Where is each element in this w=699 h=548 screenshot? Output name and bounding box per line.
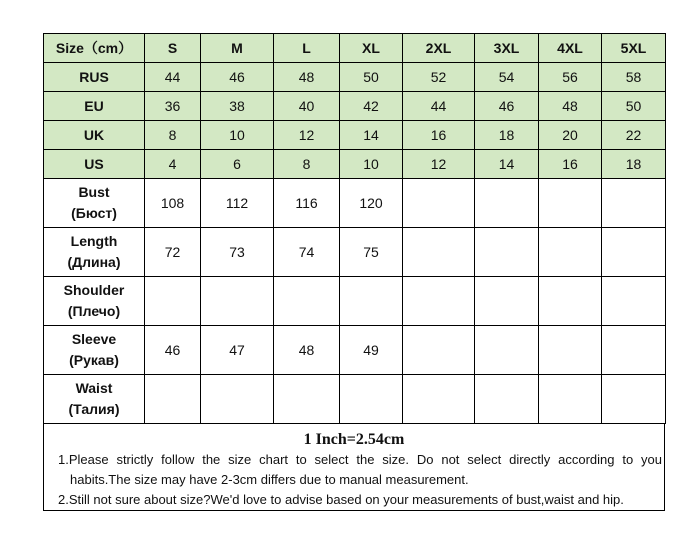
conversion-value-cell: 44 [145, 63, 201, 92]
measurement-value-cell [539, 228, 602, 277]
measurement-label-ru: (Плечо) [67, 303, 121, 319]
measurement-row [44, 228, 666, 277]
conversion-value-cell: 52 [403, 63, 475, 92]
measurement-value-cell: 74 [274, 228, 340, 277]
measurement-value-cell [475, 375, 539, 424]
conversion-value-cell: 4 [145, 150, 201, 179]
header-size-cell: L [274, 34, 340, 63]
conversion-value-cell: 12 [403, 150, 475, 179]
conversion-value-cell: 10 [201, 121, 274, 150]
conversion-row-label: UK [44, 121, 145, 150]
conversion-value-cell: 16 [403, 121, 475, 150]
measurement-value-cell [539, 326, 602, 375]
measurement-value-cell [403, 179, 475, 228]
measurement-value-cell [475, 228, 539, 277]
measurement-value-cell [602, 375, 666, 424]
measurement-row-label [44, 228, 145, 277]
measurement-value-cell: 108 [145, 179, 201, 228]
measurement-value-cell [274, 375, 340, 424]
conversion-value-cell: 46 [201, 63, 274, 92]
measurement-value-cell [403, 326, 475, 375]
measurement-label-ru: (Бюст) [71, 205, 117, 221]
measurement-value-cell: 120 [340, 179, 403, 228]
measurement-value-cell: 48 [274, 326, 340, 375]
measurement-value-cell [340, 375, 403, 424]
header-size-cell: 3XL [475, 34, 539, 63]
measurement-value-cell [145, 375, 201, 424]
measurement-value-cell [602, 326, 666, 375]
measurement-row [44, 326, 666, 375]
measurement-value-cell [403, 375, 475, 424]
measurement-value-cell: 112 [201, 179, 274, 228]
measurement-value-cell: 49 [340, 326, 403, 375]
header-size-cell: M [201, 34, 274, 63]
measurement-value-cell: 73 [201, 228, 274, 277]
measurement-row [44, 375, 666, 424]
conversion-value-cell: 48 [539, 92, 602, 121]
measurement-value-cell [602, 179, 666, 228]
conversion-row-label: RUS [44, 63, 145, 92]
size-notes [43, 424, 665, 511]
measurement-row [44, 179, 666, 228]
conversion-value-cell: 8 [274, 150, 340, 179]
inch-conversion: 1 Inch=2.54cm [303, 431, 405, 448]
measurement-label-ru: (Длина) [67, 254, 121, 270]
measurement-value-cell: 46 [145, 326, 201, 375]
conversion-value-cell: 38 [201, 92, 274, 121]
measurement-value-cell [403, 277, 475, 326]
measurement-value-cell [274, 277, 340, 326]
conversion-value-cell: 54 [475, 63, 539, 92]
measurement-value-cell [475, 179, 539, 228]
measurement-value-cell [602, 228, 666, 277]
conversion-row-label: US [44, 150, 145, 179]
conversion-row [44, 150, 666, 179]
measurement-value-cell [539, 179, 602, 228]
header-size-cell: S [145, 34, 201, 63]
conversion-value-cell: 42 [340, 92, 403, 121]
conversion-value-cell: 44 [403, 92, 475, 121]
measurement-value-cell [602, 277, 666, 326]
measurement-row-label [44, 277, 145, 326]
conversion-value-cell: 14 [475, 150, 539, 179]
measurement-label-en: Bust [78, 184, 110, 200]
measurement-row [44, 277, 666, 326]
measurement-label-ru: (Талия) [68, 401, 120, 417]
header-size-cell: 5XL [602, 34, 666, 63]
conversion-value-cell: 48 [274, 63, 340, 92]
measurement-label-ru: (Рукав) [69, 352, 119, 368]
note-1-line-1: 1.Please strictly follow the size chart to select the size. Do not select directly according to you [58, 452, 662, 467]
measurement-value-cell: 47 [201, 326, 274, 375]
conversion-value-cell: 22 [602, 121, 666, 150]
conversion-value-cell: 20 [539, 121, 602, 150]
conversion-value-cell: 50 [340, 63, 403, 92]
header-size-cell: 4XL [539, 34, 602, 63]
conversion-value-cell: 6 [201, 150, 274, 179]
conversion-value-cell: 50 [602, 92, 666, 121]
conversion-value-cell: 36 [145, 92, 201, 121]
note-2: 2.Still not sure about size?We'd love to advise based on your measurements of bust,waist and hip. [58, 492, 624, 507]
header-size-cell: 2XL [403, 34, 475, 63]
measurement-value-cell: 75 [340, 228, 403, 277]
conversion-value-cell: 12 [274, 121, 340, 150]
conversion-value-cell: 14 [340, 121, 403, 150]
measurement-row-label [44, 375, 145, 424]
conversion-row [44, 63, 666, 92]
conversion-value-cell: 58 [602, 63, 666, 92]
conversion-row-label: EU [44, 92, 145, 121]
measurement-value-cell [201, 375, 274, 424]
measurement-value-cell [475, 326, 539, 375]
header-size-label: Size（cm） [44, 34, 145, 63]
measurement-value-cell [539, 277, 602, 326]
measurement-value-cell: 72 [145, 228, 201, 277]
measurement-value-cell [340, 277, 403, 326]
measurement-label-en: Length [70, 233, 118, 249]
measurement-value-cell [539, 375, 602, 424]
measurement-value-cell [403, 228, 475, 277]
measurement-label-en: Waist [75, 380, 113, 396]
conversion-value-cell: 16 [539, 150, 602, 179]
measurement-label-en: Shoulder [63, 282, 125, 298]
measurement-value-cell [475, 277, 539, 326]
measurement-value-cell [201, 277, 274, 326]
measurement-label-en: Sleeve [71, 331, 117, 347]
size-chart-table [43, 33, 666, 424]
measurement-value-cell [145, 277, 201, 326]
conversion-value-cell: 10 [340, 150, 403, 179]
note-1-line-2: habits.The size may have 2-3cm differs due to manual measurement. [70, 472, 469, 487]
conversion-row [44, 92, 666, 121]
header-row [44, 34, 666, 63]
measurement-row-label [44, 326, 145, 375]
conversion-value-cell: 18 [602, 150, 666, 179]
conversion-value-cell: 46 [475, 92, 539, 121]
measurement-row-label [44, 179, 145, 228]
header-size-cell: XL [340, 34, 403, 63]
conversion-value-cell: 56 [539, 63, 602, 92]
conversion-value-cell: 8 [145, 121, 201, 150]
conversion-value-cell: 18 [475, 121, 539, 150]
conversion-row [44, 121, 666, 150]
measurement-value-cell: 116 [274, 179, 340, 228]
conversion-value-cell: 40 [274, 92, 340, 121]
